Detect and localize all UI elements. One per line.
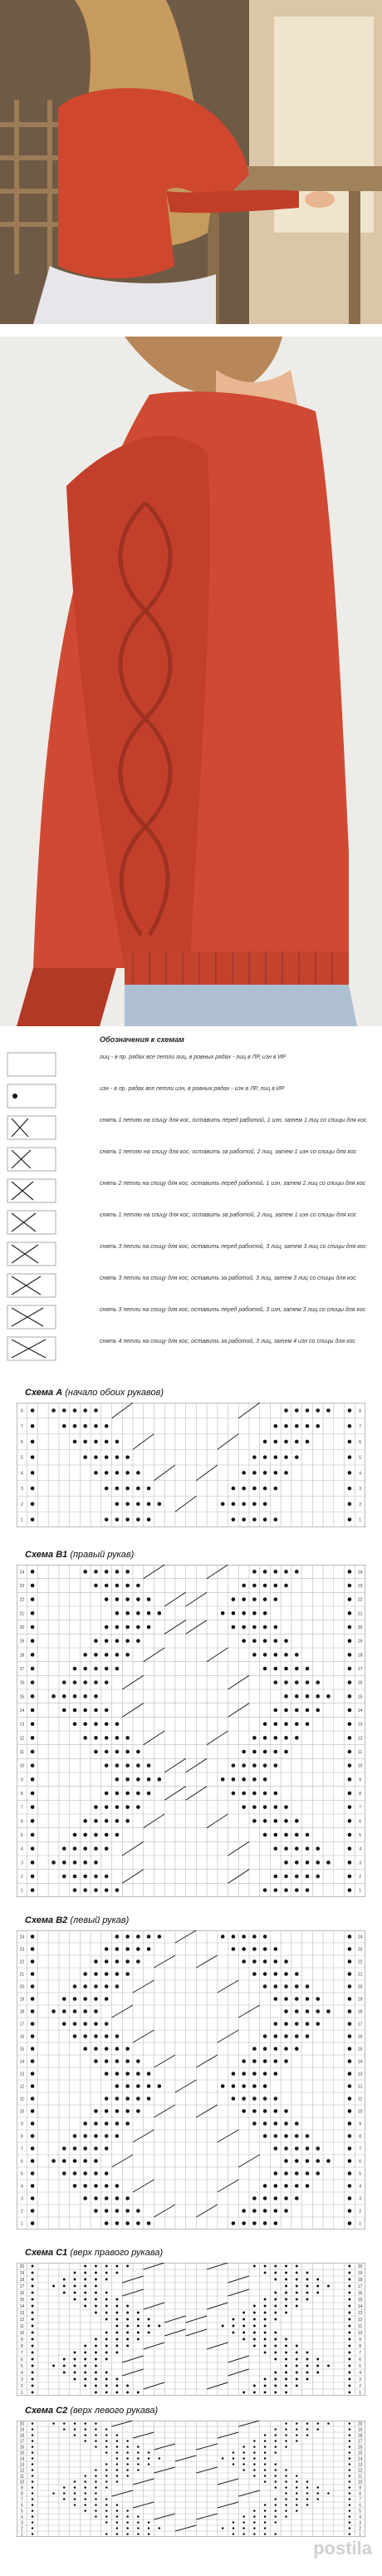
row-number: 19	[19, 1639, 25, 1644]
photo-illustration-2	[0, 337, 382, 1026]
row-number: 4	[359, 1471, 362, 1477]
row-number: 16	[357, 2445, 363, 2451]
chart-grid	[17, 2421, 365, 2537]
row-number: 11	[358, 1750, 363, 1755]
legend-symbol-purl	[7, 1084, 56, 1109]
row-number: 7	[20, 1805, 23, 1811]
row-number: 21	[357, 1972, 363, 1978]
row-number: 18	[19, 2278, 25, 2283]
row-number: 20	[357, 2421, 363, 2427]
legend-item	[7, 1084, 380, 1109]
chart-2	[0, 1550, 382, 1900]
row-number: 8	[359, 2491, 362, 2497]
row-number: 9	[359, 2121, 362, 2127]
row-number: 20	[19, 1625, 25, 1630]
chart-title-main: Схема С1	[25, 2248, 68, 2258]
row-number: 24	[19, 1570, 25, 1576]
row-number: 22	[357, 1959, 363, 1965]
row-number: 22	[19, 1959, 25, 1965]
row-number: 13	[357, 2462, 363, 2468]
chart-5	[0, 2406, 382, 2540]
row-number: 12	[357, 2318, 363, 2323]
row-number: 7	[20, 2146, 23, 2152]
row-number: 1	[359, 1517, 362, 1523]
photo-sweater-sleeve	[0, 337, 382, 1026]
row-number: 16	[19, 2445, 25, 2451]
row-number: 1	[359, 2391, 362, 2396]
chart-4	[0, 2248, 382, 2399]
row-number: 14	[357, 2059, 363, 2065]
row-number: 14	[357, 1708, 363, 1713]
row-number: 17	[357, 2284, 363, 2289]
row-number: 3	[20, 1487, 23, 1492]
row-number: 6	[359, 2503, 362, 2509]
row-number: 10	[19, 2109, 25, 2115]
row-number: 12	[357, 2468, 363, 2474]
row-number: 15	[19, 1694, 25, 1700]
row-number: 18	[19, 2009, 25, 2015]
legend-symbol-cross-1	[7, 1115, 56, 1140]
row-number: 16	[19, 1680, 25, 1686]
row-number: 11	[19, 2474, 24, 2480]
legend-symbol-cross-5	[7, 1241, 56, 1266]
row-number: 3	[20, 2520, 23, 2526]
row-number: 22	[357, 1597, 363, 1603]
row-number: 13	[357, 1722, 363, 1728]
row-number: 3	[20, 1861, 23, 1866]
row-number: 4	[20, 2184, 23, 2190]
legend-symbol-cross-8	[7, 1336, 56, 1361]
row-number: 4	[20, 1846, 23, 1852]
row-number: 20	[357, 2264, 363, 2269]
chart-grid	[17, 2263, 365, 2396]
row-number: 11	[19, 2097, 24, 2102]
row-number: 9	[20, 1777, 23, 1783]
row-number: 2	[20, 1875, 23, 1880]
legend-text: снять 3 петли на спицу для кос, оставить перед работой, 3 изн, затем 3 лиц со спицы для кос	[100, 1307, 366, 1313]
row-number: 10	[357, 1763, 363, 1769]
row-number: 22	[19, 1597, 25, 1603]
row-number: 20	[19, 2421, 25, 2427]
chart-grid	[17, 1403, 365, 1527]
row-number: 11	[19, 1750, 24, 1755]
row-number: 13	[19, 2462, 25, 2468]
row-number: 9	[20, 2485, 23, 2491]
chart-title-main: Схема С2	[25, 2406, 68, 2416]
row-number: 19	[357, 2271, 363, 2276]
row-number: 14	[19, 2059, 25, 2065]
row-number: 12	[19, 1736, 25, 1742]
row-number: 20	[19, 1984, 25, 1990]
row-number: 21	[19, 1972, 25, 1978]
row-number: 10	[19, 2331, 25, 2336]
row-number: 8	[359, 1792, 362, 1797]
row-number: 6	[20, 1819, 23, 1825]
row-number: 15	[19, 2047, 25, 2052]
chart-title-sub: (начало обоих рукавов)	[62, 1388, 164, 1398]
row-number: 5	[20, 2364, 23, 2369]
row-number: 14	[19, 1708, 25, 1713]
photo-woman-at-table	[0, 0, 382, 324]
chart-title	[25, 1550, 134, 1560]
row-number: 23	[19, 1947, 25, 1953]
row-number: 14	[357, 2304, 363, 2309]
row-number: 1	[20, 1888, 23, 1894]
row-number: 21	[357, 1611, 363, 1617]
chart-grid	[17, 1930, 365, 2229]
row-number: 17	[19, 2439, 25, 2445]
row-number: 19	[19, 2271, 25, 2276]
row-number: 9	[20, 2121, 23, 2127]
row-number: 17	[19, 1667, 25, 1672]
row-number: 17	[357, 2439, 363, 2445]
row-number: 13	[19, 1722, 25, 1728]
row-number: 5	[359, 1455, 362, 1461]
legend-item	[7, 1115, 380, 1140]
row-number: 19	[19, 2427, 25, 2433]
chart-title-main: Схема А	[25, 1388, 63, 1398]
row-number: 7	[359, 2146, 362, 2152]
legend-item	[7, 1147, 380, 1172]
row-number: 9	[359, 2485, 362, 2491]
legend-text: снять 1 петлю на спицу для кос, оставить за работой, 2 лиц, затем 1 изн со спицы для кос	[100, 1149, 357, 1155]
row-number: 6	[359, 2357, 362, 2362]
row-number: 2	[20, 2209, 23, 2215]
row-number: 13	[357, 2072, 363, 2077]
row-number: 7	[20, 1424, 23, 1430]
chart-title-main: Схема В2	[25, 1915, 68, 1925]
row-number: 1	[20, 2221, 23, 2227]
legend-symbol-cross-7	[7, 1305, 56, 1330]
chart-title	[25, 2406, 158, 2416]
footer	[0, 2526, 382, 2576]
row-number: 12	[357, 1736, 363, 1742]
row-number: 2	[20, 2384, 23, 2389]
row-number: 23	[19, 1584, 25, 1589]
legend-item	[7, 1178, 380, 1203]
legend-symbol-knit	[7, 1052, 56, 1077]
row-number: 4	[359, 1846, 362, 1852]
row-number: 3	[359, 1487, 362, 1492]
chart-grid	[17, 1565, 365, 1897]
row-number: 11	[19, 2324, 24, 2329]
row-number: 9	[359, 1777, 362, 1783]
row-number: 17	[357, 1667, 363, 1672]
row-number: 6	[359, 1819, 362, 1825]
row-number: 17	[19, 2022, 25, 2028]
row-number: 4	[359, 2515, 362, 2520]
row-number: 9	[20, 2338, 23, 2342]
row-number: 8	[359, 2344, 362, 2349]
row-number: 20	[357, 1984, 363, 1990]
row-number: 6	[20, 2159, 23, 2165]
row-number: 16	[19, 2291, 25, 2296]
row-number: 7	[20, 2351, 23, 2356]
row-number: 6	[359, 2159, 362, 2165]
row-number: 15	[19, 2451, 25, 2456]
row-number: 5	[20, 2171, 23, 2177]
chart-title-sub: (верх правого рукава)	[67, 2248, 164, 2258]
row-number: 18	[19, 1653, 25, 1659]
row-number: 2	[20, 2526, 23, 2532]
row-number: 2	[359, 2526, 362, 2532]
row-number: 5	[359, 2364, 362, 2369]
legend-title: Обозначения к схемам	[100, 1035, 184, 1044]
row-number: 8	[20, 1792, 23, 1797]
row-number: 7	[359, 1805, 362, 1811]
chart-title-sub: (левый рукав)	[67, 1915, 130, 1925]
photo-illustration-1	[0, 0, 382, 324]
legend-item	[7, 1305, 380, 1330]
row-number: 3	[20, 2377, 23, 2382]
row-number: 23	[357, 1947, 363, 1953]
row-number: 19	[357, 1639, 363, 1644]
chart-title	[25, 1915, 129, 1925]
row-number: 9	[359, 2338, 362, 2342]
row-number: 3	[20, 2196, 23, 2202]
legend-text: снять 1 петлю на спицу для кос, оставить перед работой, 1 изн, затем 1 лиц со спицы для кос	[100, 1118, 367, 1123]
row-number: 8	[20, 2134, 23, 2140]
row-number: 5	[359, 2509, 362, 2515]
row-number: 1	[359, 1888, 362, 1894]
symbols-legend	[0, 1032, 382, 1381]
chart-title-sub: (правый рукав)	[67, 1550, 135, 1560]
legend-text: лиц - в пр. рядах все петли лиц, в ровных рядах - лиц в ЛР, изн в ИР	[100, 1054, 286, 1060]
row-number: 18	[357, 1653, 363, 1659]
row-number: 16	[357, 2291, 363, 2296]
row-number: 20	[357, 1625, 363, 1630]
row-number: 2	[359, 2384, 362, 2389]
row-number: 1	[20, 2532, 23, 2537]
row-number: 10	[19, 2480, 25, 2485]
row-number: 4	[359, 2371, 362, 2376]
row-number: 18	[19, 2433, 25, 2439]
row-number: 1	[20, 1517, 23, 1523]
legend-text: снять 2 петли на спицу для кос, оставить перед работой, 1 изн, затем 2 лиц со спицы для кос	[100, 1181, 366, 1187]
row-number: 2	[359, 2209, 362, 2215]
legend-item	[7, 1241, 380, 1266]
row-number: 17	[19, 2284, 25, 2289]
row-number: 6	[20, 2503, 23, 2509]
legend-text: снять 3 петли на спицу для кос, оставить перед работой, 3 лиц, затем 3 лиц со спицы для кос	[100, 1244, 366, 1250]
legend-item	[7, 1273, 380, 1298]
row-number: 8	[20, 2491, 23, 2497]
row-number: 24	[19, 1934, 25, 1940]
row-number: 19	[357, 1997, 363, 2003]
row-number: 3	[359, 2377, 362, 2382]
row-number: 12	[19, 2084, 25, 2090]
row-number: 19	[357, 2427, 363, 2433]
row-number: 4	[20, 1471, 23, 1477]
row-number: 10	[19, 1763, 25, 1769]
row-number: 4	[20, 2371, 23, 2376]
row-number: 16	[357, 2034, 363, 2040]
row-number: 8	[20, 1408, 23, 1414]
legend-text: изн - в пр. рядах все петли изн, в ровных рядах - изн в ЛР, лиц в ИР	[100, 1086, 285, 1092]
row-number: 1	[359, 2221, 362, 2227]
row-number: 16	[19, 2034, 25, 2040]
row-number: 13	[19, 2072, 25, 2077]
row-number: 5	[20, 1833, 23, 1838]
row-number: 20	[19, 2264, 25, 2269]
row-number: 2	[359, 1875, 362, 1880]
row-number: 18	[357, 2009, 363, 2015]
row-number: 14	[19, 2304, 25, 2309]
row-number: 5	[359, 1833, 362, 1838]
legend-symbol-cross-6	[7, 1273, 56, 1298]
row-number: 23	[357, 1584, 363, 1589]
row-number: 5	[20, 2509, 23, 2515]
row-number: 10	[357, 2480, 363, 2485]
row-number: 2	[359, 1502, 362, 1507]
row-number: 1	[359, 2532, 362, 2537]
row-number: 12	[357, 2084, 363, 2090]
legend-symbol-cross-2	[7, 1147, 56, 1172]
row-number: 11	[358, 2097, 363, 2102]
row-number: 13	[19, 2311, 25, 2316]
row-number: 14	[357, 2456, 363, 2462]
row-number: 8	[359, 1408, 362, 1414]
row-number: 12	[19, 2468, 25, 2474]
chart-3	[0, 1915, 382, 2233]
row-number: 3	[359, 2196, 362, 2202]
row-number: 7	[20, 2497, 23, 2503]
row-number: 15	[357, 2047, 363, 2052]
legend-text: снять 1 петлю на спицу для кос, оставить за работой, 2 лиц, затем 1 изн со спицы для кос	[100, 1212, 357, 1218]
chart-1	[0, 1388, 382, 1531]
row-number: 6	[20, 2357, 23, 2362]
row-number: 10	[357, 2109, 363, 2115]
row-number: 6	[359, 1439, 362, 1445]
row-number: 3	[359, 1861, 362, 1866]
row-number: 19	[19, 1997, 25, 2003]
legend-item	[7, 1336, 380, 1361]
row-number: 7	[359, 2351, 362, 2356]
row-number: 24	[357, 1570, 363, 1576]
row-number: 2	[20, 1502, 23, 1507]
row-number: 15	[357, 2298, 363, 2303]
row-number: 14	[19, 2456, 25, 2462]
row-number: 8	[359, 2134, 362, 2140]
chart-title	[25, 1388, 164, 1398]
row-number: 24	[357, 1934, 363, 1940]
postila-logo: postila	[313, 2538, 372, 2559]
legend-symbol-cross-3	[7, 1178, 56, 1203]
legend-item	[7, 1052, 380, 1077]
row-number: 4	[20, 2515, 23, 2520]
row-number: 5	[359, 2171, 362, 2177]
row-number: 3	[359, 2520, 362, 2526]
row-number: 7	[359, 1424, 362, 1430]
legend-item	[7, 1210, 380, 1235]
chart-title-main: Схема В1	[25, 1550, 68, 1560]
legend-text: снять 4 петли на спицу для кос, оставить за работой, 3 лиц, затем 4 изн со спицы для кос	[100, 1339, 355, 1345]
row-number: 1	[20, 2391, 23, 2396]
row-number: 18	[357, 2433, 363, 2439]
row-number: 15	[19, 2298, 25, 2303]
row-number: 5	[20, 1455, 23, 1461]
row-number: 6	[20, 1439, 23, 1445]
chart-title-sub: (верх левого рукава)	[67, 2406, 159, 2416]
legend-symbol-cross-4	[7, 1210, 56, 1235]
row-number: 18	[357, 2278, 363, 2283]
legend-text: снять 3 петли на спицу для кос, оставить за работой, 3 лиц, затем 3 лиц со спицы для кос	[100, 1276, 356, 1281]
row-number: 7	[359, 2497, 362, 2503]
row-number: 11	[358, 2474, 363, 2480]
row-number: 17	[357, 2022, 363, 2028]
row-number: 15	[357, 1694, 363, 1700]
row-number: 4	[359, 2184, 362, 2190]
row-number: 13	[357, 2311, 363, 2316]
row-number: 12	[19, 2318, 25, 2323]
row-number: 8	[20, 2344, 23, 2349]
chart-title	[25, 2248, 163, 2258]
row-number: 21	[19, 1611, 25, 1617]
row-number: 11	[358, 2324, 363, 2329]
row-number: 15	[357, 2451, 363, 2456]
row-number: 10	[357, 2331, 363, 2336]
row-number: 16	[357, 1680, 363, 1686]
